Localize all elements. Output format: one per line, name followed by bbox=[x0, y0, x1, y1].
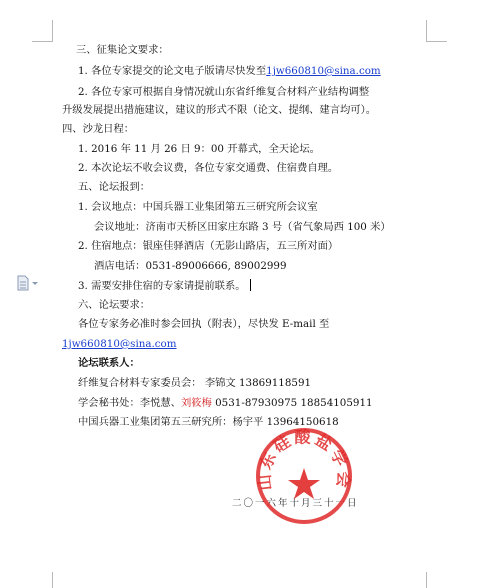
heading-contacts: 论坛联系人： bbox=[78, 357, 140, 369]
heading-schedule: 四、沙龙日程： bbox=[62, 123, 135, 135]
line-hotel: 2. 住宿地点：银座佳驿酒店（无影山路店，五三所对面） bbox=[78, 240, 339, 252]
line-reply-email bbox=[62, 338, 177, 351]
corner-mark-top-left-h bbox=[32, 41, 53, 42]
line-schedule-1: 1. 2016 年 11 月 26 日 9：00 开幕式，全天论坛。 bbox=[78, 143, 320, 155]
email-link[interactable]: 1jw660810@sina.com bbox=[266, 65, 381, 77]
line-submit-email: 1. 各位专家提交的论文电子版请尽快发至1jw660810@sina.com bbox=[78, 65, 381, 77]
line-venue-address: 会议地址：济南市天桥区田家庄东路 3 号（省气象局西 100 米） bbox=[94, 221, 391, 233]
heading-forum-requirements: 六、论坛要求： bbox=[78, 299, 151, 311]
email-link-2[interactable]: 1jw660810@sina.com bbox=[62, 338, 177, 350]
svg-text:山东硅酸盐学会: 山东硅酸盐学会 bbox=[254, 427, 354, 492]
line-contact-institute: 中国兵器工业集团第五三研究所：杨宇平 13964150618 bbox=[78, 416, 339, 428]
corner-mark-top-right bbox=[426, 20, 427, 42]
corner-mark-top-right-h bbox=[426, 41, 447, 42]
heading-registration: 五、论坛报到： bbox=[78, 181, 151, 193]
heading-paper-requirements: 三、征集论文要求： bbox=[76, 44, 169, 56]
document-date: 二〇一六年十月三十一日 bbox=[232, 498, 359, 509]
line-contact-secretariat: 学会秘书处：李悦慧、刘筱梅 0531-87930975 18854105911 bbox=[78, 397, 373, 409]
line-venue: 1. 会议地点：中国兵器工业集团第五三研究所会议室 bbox=[78, 201, 318, 213]
line-schedule-2: 2. 本次论坛不收会议费，各位专家交通费、住宿费自理。 bbox=[78, 162, 339, 174]
line-contact-advance: 3. 需要安排住宿的专家请提前联系。 bbox=[78, 279, 251, 293]
line-suggestion-2: 升级发展提出措施建议，建议的形式不限（论文、提纲、建言均可）。 bbox=[62, 104, 377, 116]
text-cursor bbox=[250, 279, 251, 291]
official-seal bbox=[254, 426, 354, 526]
line-reply-request: 各位专家务必准时参会回执（附表），尽快发 E-mail 至 bbox=[78, 318, 330, 330]
document-options-icon[interactable] bbox=[16, 275, 40, 291]
line-suggestion-1: 2. 各位专家可根据自身情况就山东省纤维复合材料产业结构调整 bbox=[78, 86, 370, 98]
corner-mark-top-left bbox=[52, 20, 53, 42]
line-contact-committee: 纤维复合材料专家委员会： 李锦文 13869118591 bbox=[78, 377, 312, 389]
line-hotel-phone: 酒店电话：0531-89006666, 89002999 bbox=[94, 260, 287, 272]
red-name: 刘筱梅 bbox=[180, 397, 212, 409]
corner-mark-bottom-right bbox=[426, 572, 427, 588]
corner-mark-bottom-left bbox=[52, 572, 53, 588]
